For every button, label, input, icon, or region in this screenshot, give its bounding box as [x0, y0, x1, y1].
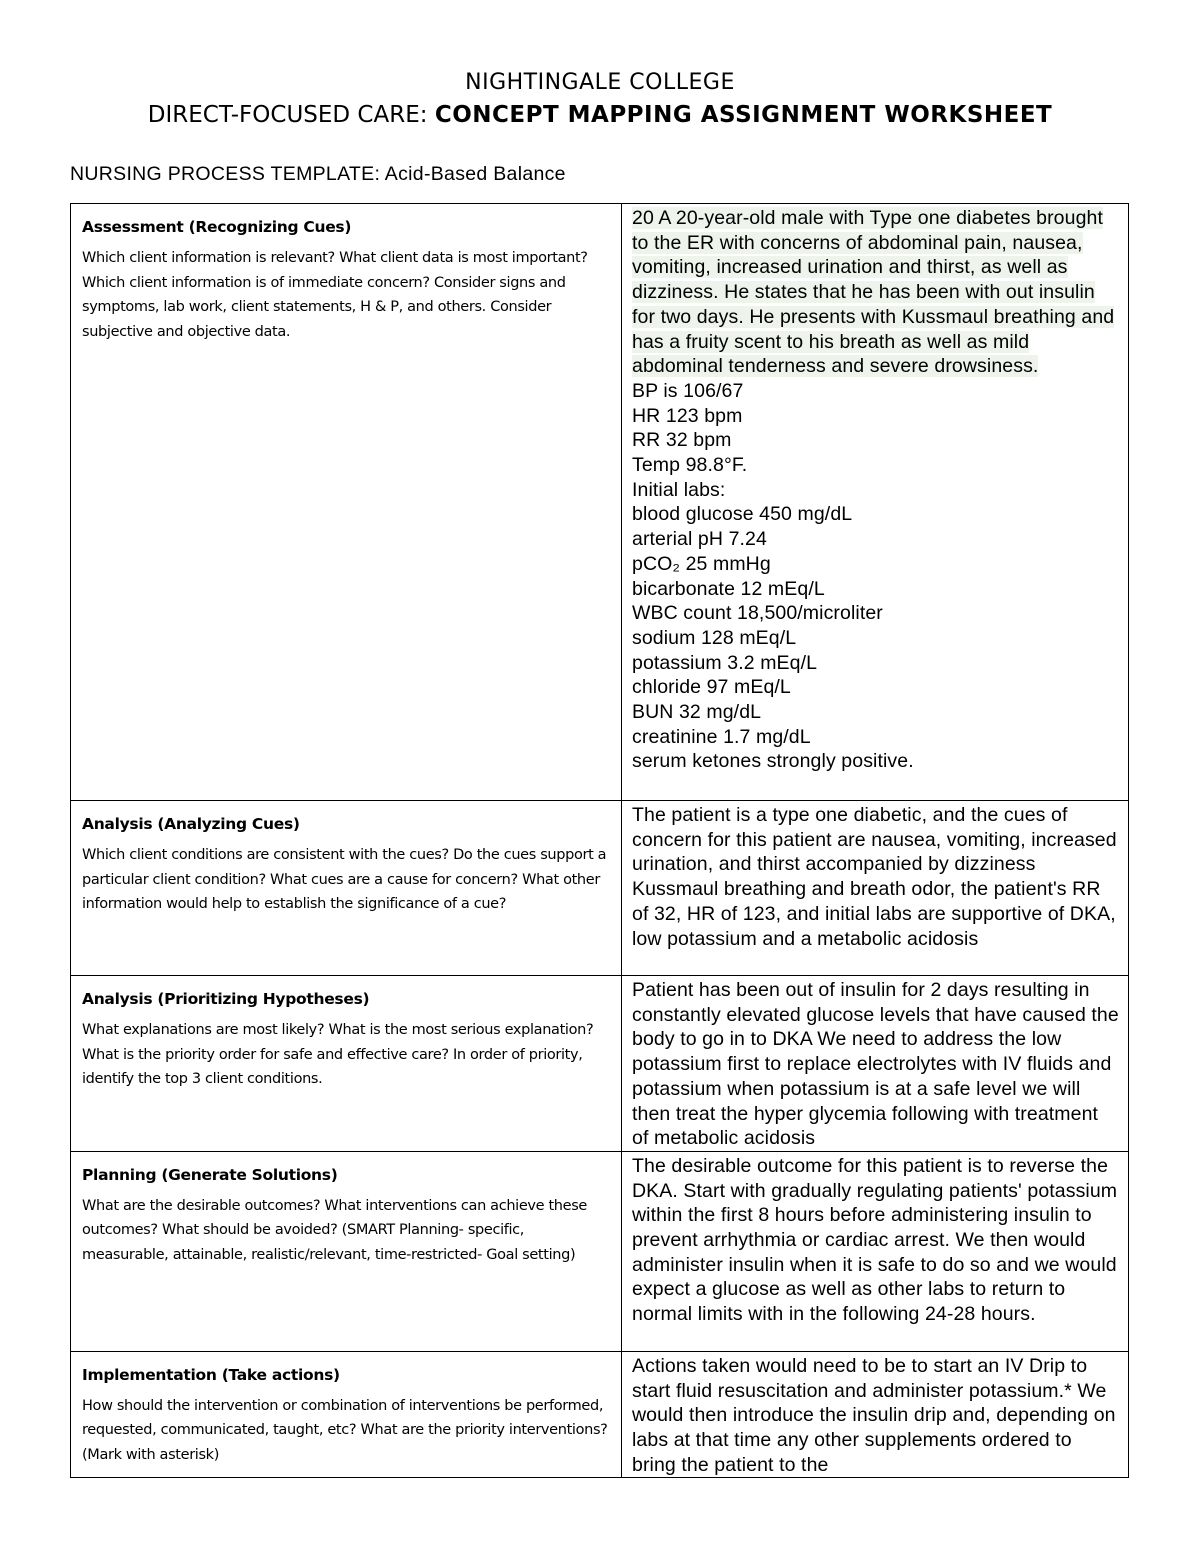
prompt-cell [71, 204, 622, 801]
prompt-cell [71, 1351, 622, 1478]
section-prompt: How should the intervention or combination of interventions be performed, requested, communicated, taught, etc? What are the priority interventions? (Mark with asterisk) [82, 1397, 608, 1463]
template-label: NURSING PROCESS TEMPLATE: Acid-Based Balance [70, 163, 566, 185]
lab-line: serum ketones strongly positive. [632, 750, 914, 773]
section-heading: Implementation (Take actions) [82, 1365, 340, 1384]
lab-line: blood glucose 450 mg/dL [632, 503, 853, 526]
table-row [71, 976, 1129, 1152]
worksheet-title-bold: CONCEPT MAPPING ASSIGNMENT WORKSHEET [434, 102, 1053, 128]
table-row [71, 1351, 1129, 1478]
section-heading: Analysis (Prioritizing Hypotheses) [82, 990, 370, 1008]
section-heading: Planning (Generate Solutions) [82, 1165, 338, 1184]
worksheet-title [0, 102, 1200, 128]
section-heading: Assessment (Recognizing Cues) [82, 218, 352, 236]
lab-line: pCO₂ 25 mmHg [632, 552, 771, 575]
section-prompt: Which client information is relevant? What client data is most important? Which client information is of immediate concern? Consider signs and symptoms, lab work, client statements, H & P, and others. Consider subjective and objective data. [82, 250, 588, 340]
table-row [71, 801, 1129, 976]
prompt-cell [71, 801, 622, 976]
lab-line: sodium 128 mEq/L [632, 626, 797, 649]
prompt-cell [71, 976, 622, 1152]
section-prompt: Which client conditions are consistent with the cues? Do the cues support a particular client condition? What cues are a cause for concern? What other information would help to establish the significance of a cue? [82, 847, 607, 912]
answer-text: Actions taken would need to be to start an IV Drip to start fluid resuscitation and administer potassium.* We would then introduce the insulin drip and, depending on labs at that time any other supplements ordered to bring the patient to the [632, 1354, 1116, 1476]
lab-line: BUN 32 mg/dL [632, 701, 762, 724]
lab-line: potassium 3.2 mEq/L [632, 651, 818, 674]
vital-line: HR 123 bpm [632, 404, 743, 427]
vital-line: Temp 98.8°F. [632, 454, 748, 477]
answer-cell [622, 1151, 1129, 1351]
lab-line: creatinine 1.7 mg/dL [632, 725, 811, 748]
vital-line: BP is 106/67 [632, 379, 744, 402]
answer-cell [622, 204, 1129, 801]
answer-cell [622, 801, 1129, 976]
school-name: NIGHTINGALE COLLEGE [465, 70, 735, 95]
vital-line: RR 32 bpm [632, 429, 732, 452]
answer-text: The desirable outcome for this patient is to reverse the DKA. Start with gradually regulating patients' potassium within the first 8 hours before administering insulin to prevent arrhythmia or cardiac arrest. We then would administer insulin when it is safe to do so and we would expect a glucose as well as other labs to return to normal limits with in the following 24-28 hours. [632, 1154, 1118, 1326]
answer-text: Patient has been out of insulin for 2 days resulting in constantly elevated glucose levels that have caused the body to go in to DKA We need to address the low potassium first to replace electrolytes with IV fluids and potassium when potassium is at a safe level we will then treat the hyper glycemia following with treatment of metabolic acidosis [632, 979, 1119, 1150]
worksheet-title-prefix: DIRECT-FOCUSED CARE: [147, 102, 435, 128]
answer-cell [622, 1351, 1129, 1478]
table-row [71, 204, 1129, 801]
section-prompt: What are the desirable outcomes? What interventions can achieve these outcomes? What should be avoided? (SMART Planning- specific, measurable, attainable, realistic/relevant, time-restricted- Goal setting) [82, 1197, 587, 1263]
answer-cell [622, 976, 1129, 1152]
answer-text [632, 206, 1120, 774]
lab-line: arterial pH 7.24 [632, 528, 767, 551]
section-prompt: What explanations are most likely? What is the most serious explanation? What is the priority order for safe and effective care? In order of priority, identify the top 3 client conditions. [82, 1022, 594, 1087]
answer-intro: 20 A 20-year-old male with Type one diabetes brought to the ER with concerns of abdominal pain, nausea, vomiting, increased urination and thirst, as well as dizziness. He states that he has been with out insulin for two days. He presents with Kussmaul breathing and has a fruity scent to his breath as well as mild abdominal tenderness and severe drowsiness. [632, 207, 1115, 378]
lab-line: WBC count 18,500/microliter [632, 602, 883, 625]
lab-line: Initial labs: [632, 478, 726, 501]
prompt-cell [71, 1151, 622, 1351]
table-row [71, 1151, 1129, 1351]
nursing-process-table [70, 203, 1129, 1478]
lab-line: bicarbonate 12 mEq/L [632, 577, 825, 600]
answer-text: The patient is a type one diabetic, and the cues of concern for this patient are nausea, vomiting, increased urination, and thirst accompanied by dizziness Kussmaul breathing and breath odor, the patient's RR of 32, HR of 123, and initial labs are supportive of DKA, low potassium and a metabolic acidosis [632, 804, 1117, 950]
section-heading: Analysis (Analyzing Cues) [82, 815, 300, 833]
lab-line: chloride 97 mEq/L [632, 676, 791, 699]
